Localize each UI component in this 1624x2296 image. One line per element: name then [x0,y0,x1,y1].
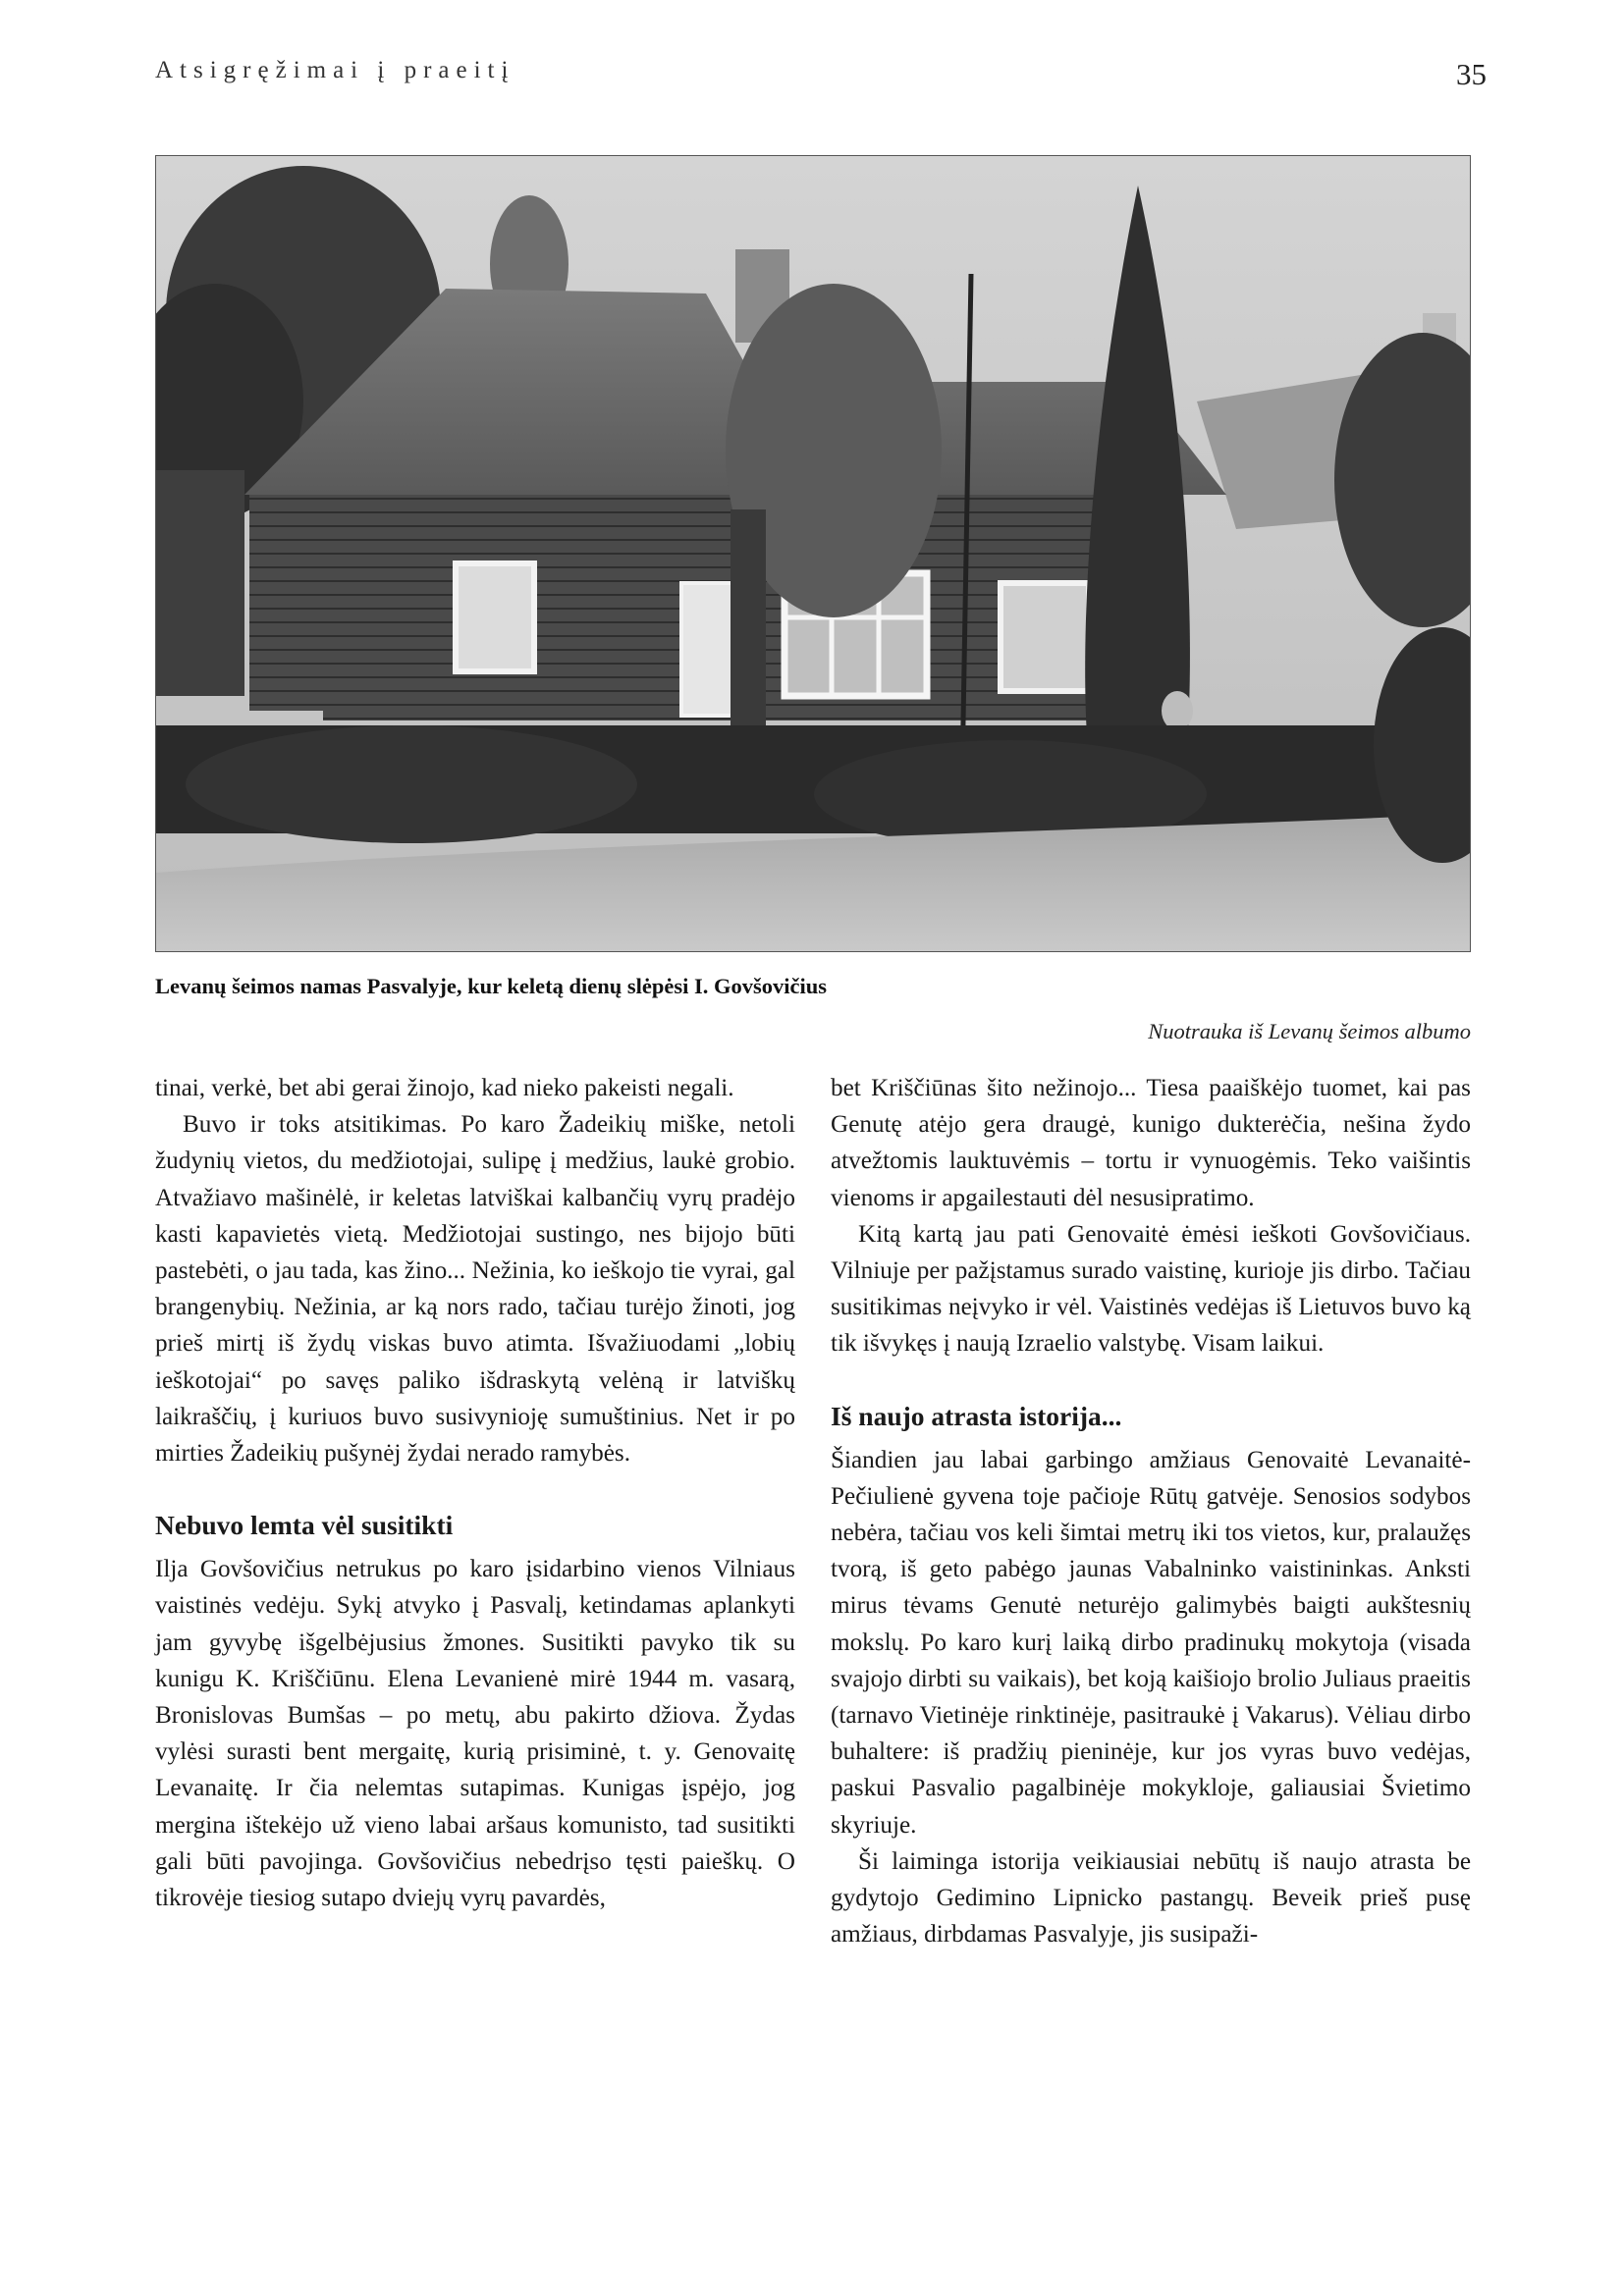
paragraph: tinai, verkė, bet abi gerai žinojo, kad nieko pakeisti negali. [155,1075,734,1101]
page-number: 35 [1456,57,1487,91]
section-heading: Nebuvo lemta vėl susitikti [155,1510,454,1541]
paragraph: bet Kriščiūnas šito nežinojo... Tiesa paaiškėjo tuomet, kai pas Genutę atėjo gera draugė, kunigo dukterėčia, nešina žydo atvežtomis lauktuvėmis – tortu ir vynuogėmis. Teko vaišintis vienoms ir apgailestauti dėl nesusipratimo. [831,1075,1471,1211]
figure-caption: Levanų šeimos namas Pasvalyje, kur keletą dienų slėpėsi I. Govšovičius [155,974,828,998]
paragraph: Ši laiminga istorija veikiausiai nebūtų iš naujo atrasta be gydytojo Gedimino Lipnicko pastangų. Beveik prieš pusę amžiaus, dirbdamas Pasvalyje, jis susipaži- [831,1847,1471,1949]
paragraph: Šiandien jau labai garbingo amžiaus Genovaitė Levanaitė-Pečiulienė gyvena toje pačioje Rūtų gatvėje. Senosios sodybos nebėra, tačiau vos keli šimtai metrų iki tos vietos, kur, pralaužęs tvorą, iš geto pabėgo jaunas Vabalninko vaistininkas. Anksti mirus tėvams Genutė neturėjo galimybės baigti aukštesnių mokslų. Po karo kurį laiką dirbo pradinukų mokytoja (visada svajojo dirbti su vaikais), bet koją kaišiojo brolio Juliaus praeitis (tarnavo Vietinėje rinktinėje, pasitraukė į Vakarus). Vėliau dirbo buhaltere: iš pradžių pieninėje, kur jos vyras buvo vedėjas, paskui Pasvalio pagalbinėje mokykloje, galiausiai Švietimo skyriuje. [831,1446,1471,1839]
paragraph: Kitą kartą jau pati Genovaitė ėmėsi ieškoti Govšovičiaus. Vilniuje per pažįstamus surado vaistinę, kurioje jis dirbo. Tačiau susitikimas neįvyko ir vėl. Vaistinės vedėjas iš Lietuvos buvo ką tik išvykęs į naują Izraelio valstybę. Visam laikui. [831,1220,1471,1358]
paragraph: Buvo ir toks atsitikimas. Po karo Žadeikių miške, netoli žudynių vietos, du medžiotojai, sulipę į medžius, laukė grobio. Atvažiavo mašinėlė, ir keletas latviškai kalbančių vyrų pradėjo kasti kapavietės vietą. Medžiotojai sustingo, nes bijojo būti pastebėti, o jau tada, kas žino... Nežinia, ko ieškojo tie vyrai, gal brangenybių. Nežinia, ar ką nors rado, tačiau turėjo žinoti, jog prieš mirtį iš žydų viskas buvo atimta. Išvažiuodami „lobių ieškotojai“ po savęs paliko išdraskytą velėną ir latviškų laikraščių, į kuriuos buvo susivynioję sumuštinius. Net ir po mirties Žadeikių pušynėj žydai nerado ramybės. [155,1111,795,1468]
section-heading: Iš naujo atrasta istorija... [831,1400,1122,1431]
left-column [155,1070,795,1916]
photo-credit: Nuotrauka iš Levanų šeimos albumo [1148,1019,1471,1043]
house-photograph [155,155,1471,952]
running-header: Atsigręžimai į praeitį [155,57,515,83]
paragraph: Ilja Govšovičius netrukus po karo įsidarbino vienos Vilniaus vaistinės vedėju. Sykį atvyko į Pasvalį, ketindamas aplankyti jam gyvybę išgelbėjusius žmones. Susitikti pavyko tik su kunigu K. Kriščiūnu. Elena Levanienė mirė 1944 m. vasarą, Bronislovas Bumšas – po metų, abu pakirto džiova. Žydas vylėsi surasti bent mergaitę, kurią prisiminė, t. y. Genovaitę Levanaitę. Ir čia nelemtas sutapimas. Kunigas įspėjo, jog mergina ištekėjo už vieno labai aršaus komunisto, tad susitikti gali būti pavojinga. Govšovičius nebedrįso tęsti paieškų. O tikrovėje tiesiog sutapo dviejų vyrų pavardės, [155,1556,795,1912]
right-column [831,1070,1471,1952]
